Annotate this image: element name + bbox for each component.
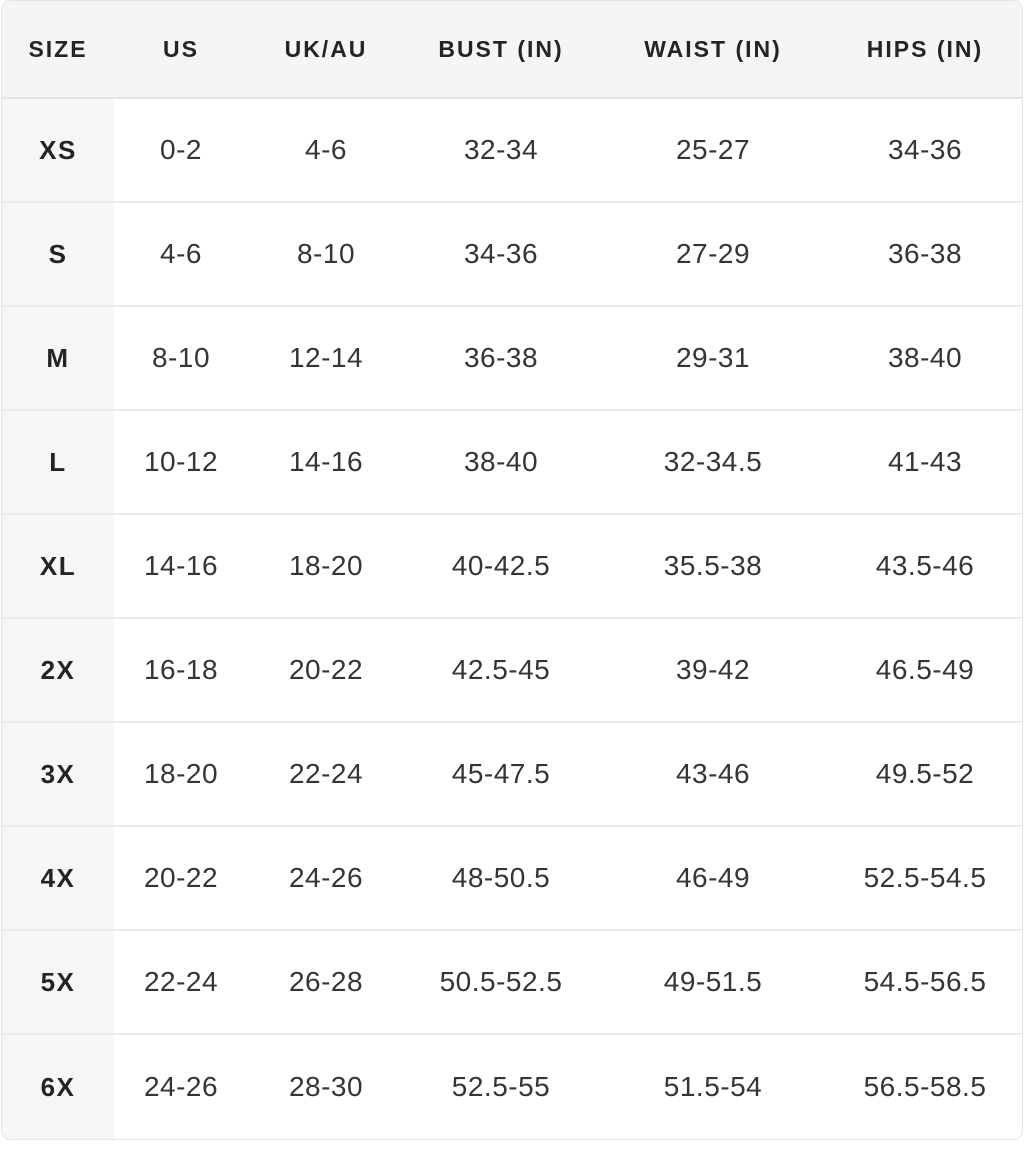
cell-bust: 40-42.5 [404,515,598,619]
cell-hips: 38-40 [828,307,1022,411]
cell-waist: 29-31 [598,307,828,411]
size-label: S [2,203,114,307]
table-row-xs [2,99,1022,203]
cell-bust: 48-50.5 [404,827,598,931]
cell-waist: 46-49 [598,827,828,931]
size-chart-table [1,0,1023,1140]
size-label: 2X [2,619,114,723]
size-label: M [2,307,114,411]
table-row-3x [2,723,1022,827]
cell-waist: 25-27 [598,99,828,203]
column-header-waist: WAIST (IN) [598,1,828,99]
cell-waist: 32-34.5 [598,411,828,515]
table-row-m [2,307,1022,411]
cell-hips: 54.5-56.5 [828,931,1022,1035]
cell-us: 20-22 [114,827,248,931]
size-label: 3X [2,723,114,827]
cell-hips: 36-38 [828,203,1022,307]
cell-waist: 35.5-38 [598,515,828,619]
cell-waist: 27-29 [598,203,828,307]
cell-bust: 36-38 [404,307,598,411]
cell-hips: 56.5-58.5 [828,1035,1022,1139]
cell-waist: 49-51.5 [598,931,828,1035]
column-header-us: US [114,1,248,99]
cell-bust: 38-40 [404,411,598,515]
cell-us: 10-12 [114,411,248,515]
table-row-6x [2,1035,1022,1139]
cell-bust: 32-34 [404,99,598,203]
column-header-uk-au: UK/AU [248,1,404,99]
cell-bust: 34-36 [404,203,598,307]
cell-uk-au: 24-26 [248,827,404,931]
table-row-2x [2,619,1022,723]
cell-uk-au: 18-20 [248,515,404,619]
table-row-5x [2,931,1022,1035]
cell-uk-au: 12-14 [248,307,404,411]
table-row-xl [2,515,1022,619]
size-label: 4X [2,827,114,931]
cell-uk-au: 8-10 [248,203,404,307]
cell-uk-au: 4-6 [248,99,404,203]
cell-us: 0-2 [114,99,248,203]
cell-waist: 43-46 [598,723,828,827]
size-label: XL [2,515,114,619]
cell-us: 8-10 [114,307,248,411]
column-header-bust: BUST (IN) [404,1,598,99]
cell-waist: 39-42 [598,619,828,723]
cell-uk-au: 14-16 [248,411,404,515]
cell-us: 4-6 [114,203,248,307]
cell-bust: 42.5-45 [404,619,598,723]
size-label: XS [2,99,114,203]
size-label: 5X [2,931,114,1035]
cell-hips: 46.5-49 [828,619,1022,723]
table-header-row [2,1,1022,99]
cell-us: 24-26 [114,1035,248,1139]
cell-us: 18-20 [114,723,248,827]
table-row-4x [2,827,1022,931]
cell-uk-au: 28-30 [248,1035,404,1139]
cell-hips: 49.5-52 [828,723,1022,827]
cell-waist: 51.5-54 [598,1035,828,1139]
cell-uk-au: 22-24 [248,723,404,827]
cell-us: 14-16 [114,515,248,619]
cell-bust: 50.5-52.5 [404,931,598,1035]
table-row-l [2,411,1022,515]
cell-hips: 34-36 [828,99,1022,203]
cell-us: 16-18 [114,619,248,723]
cell-bust: 45-47.5 [404,723,598,827]
column-header-size: SIZE [2,1,114,99]
cell-bust: 52.5-55 [404,1035,598,1139]
size-label: 6X [2,1035,114,1139]
cell-hips: 43.5-46 [828,515,1022,619]
table-row-s [2,203,1022,307]
cell-uk-au: 20-22 [248,619,404,723]
cell-hips: 41-43 [828,411,1022,515]
cell-us: 22-24 [114,931,248,1035]
size-label: L [2,411,114,515]
cell-hips: 52.5-54.5 [828,827,1022,931]
cell-uk-au: 26-28 [248,931,404,1035]
column-header-hips: HIPS (IN) [828,1,1022,99]
